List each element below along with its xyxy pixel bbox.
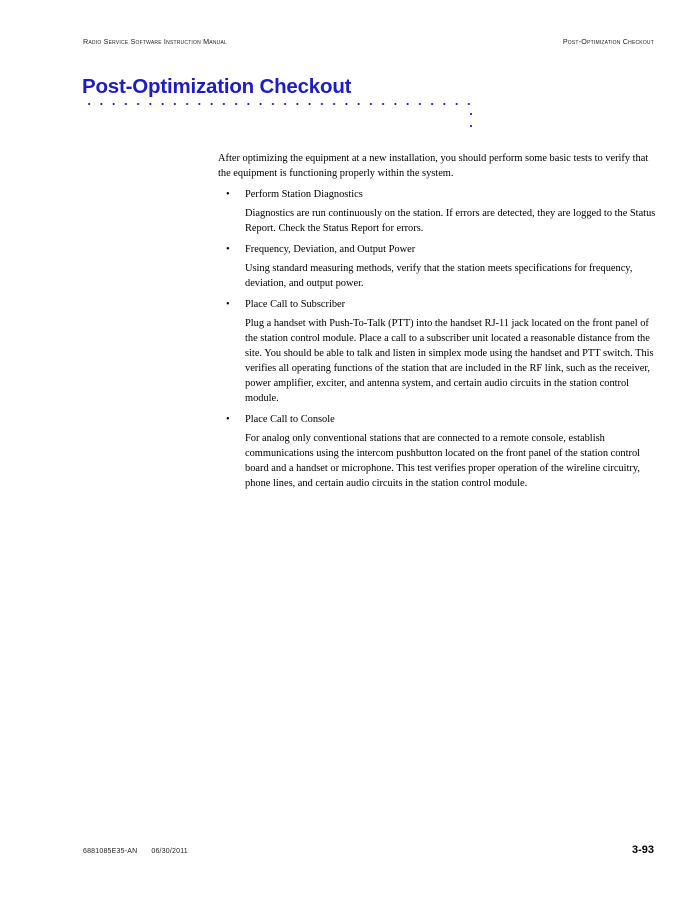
page-number: 3-93 [631,844,654,856]
list-item-title: Frequency, Deviation, and Output Power [245,244,416,255]
list-item [218,242,658,291]
list-item-title: Perform Station Diagnostics [245,189,363,200]
running-header-manual-title: Radio Service Software Instruction Manual [83,37,227,46]
list-item [218,187,658,236]
list-item-description: Using standard measuring methods, verify that the station meets specifications for frequency, deviation, and output power. [245,263,633,289]
publication-date: 06/30/2011 [151,848,188,855]
bullet-icon: • [226,189,230,200]
body-content [218,151,658,497]
page-title: Post-Optimization Checkout [82,75,352,98]
list-item-description: For analog only conventional stations that are connected to a remote console, establish communications using the intercom pushbutton located on the front panel of the station control board and a handset or microphone. This test verifies proper operation of the wireline circuitry, phone lines, and certain audio circuits in the station control module. [245,433,641,489]
intro-paragraph: After optimizing the equipment at a new installation, you should perform some basic tests to verify that the equipment is functioning properly within the system. [218,153,649,179]
bullet-icon: • [226,299,230,310]
list-item-description: Diagnostics are run continuously on the station. If errors are detected, they are logged to the Status Report. Check the Status Report for errors. [245,208,656,234]
document-number: 6881085E35-AN [83,848,138,855]
list-item-description: Plug a handset with Push-To-Talk (PTT) into the handset RJ-11 jack located on the front panel of the station control module. Place a call to a subscriber unit located a reasonable distance from the site. You should be able to talk and listen in simplex mode using the handset and PTT switch. This verifies all operating functions of the station that are included in the RF link, such as the receiver, power amplifier, exciter, and antenna system, and certain audio circuits in the station control module. [245,318,654,404]
dotted-rule-tail-dot [468,111,474,117]
list-item-title: Place Call to Console [245,414,335,425]
list-item [218,412,658,491]
bullet-icon: • [226,244,230,255]
dotted-rule-tail-dot [468,123,474,129]
dotted-title-rule [83,101,475,107]
list-item-title: Place Call to Subscriber [245,299,346,310]
footer-doc-info [83,848,188,855]
bullet-icon: • [226,414,230,425]
list-item [218,297,658,406]
running-header-section-title: Post-Optimization Checkout [562,37,654,46]
